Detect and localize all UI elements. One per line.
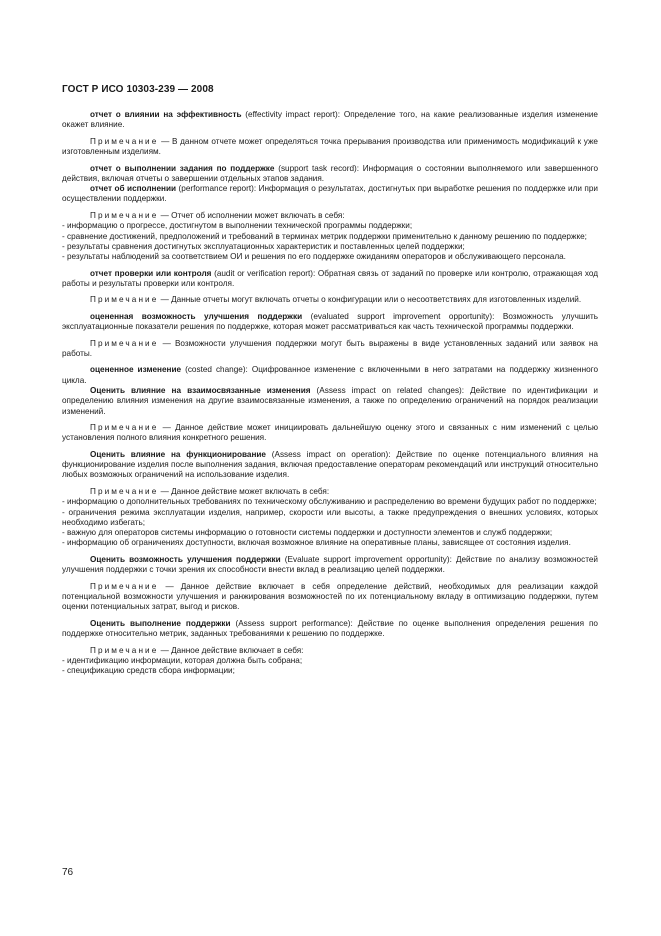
paragraph-text: (performance report): Информация о результатах, достигнутых при выработке решения по поддержке или при осуществлении поддержки.	[62, 184, 598, 204]
term-definition	[62, 386, 598, 417]
note-label: Примечание	[90, 581, 159, 591]
note-paragraph	[62, 487, 598, 497]
paragraph-text: — Данное действие может включать в себя:	[158, 486, 330, 496]
note-paragraph	[62, 137, 598, 158]
paragraph-text: — Возможности улучшения поддержки могут быть выражены в виде установленных заданий или заявок на работы.	[62, 338, 598, 358]
term-definition	[62, 184, 598, 205]
document-header: ГОСТ Р ИСО 10303-239 — 2008	[62, 84, 214, 95]
paragraph-text: (Evaluate support improvement opportunity): Действие по анализу возможностей улучшения поддержки с точки зрения их способности внести вклад в реализацию целей поддержки.	[62, 554, 598, 575]
term-title: оцененная возможность улучшения поддержки	[90, 311, 303, 321]
term-definition	[62, 450, 598, 481]
document-body	[62, 110, 598, 683]
note-paragraph	[62, 295, 598, 305]
paragraph-text: (effectivity impact report): Определение того, на какие реализованные изделия изменение окажет влияние.	[62, 110, 598, 130]
term-title: оцененное изменение	[90, 365, 182, 375]
list-item: - сравнение достижений, предположений и требований в терминах метрик поддержки применительно к данному решению по поддержке;	[62, 231, 587, 241]
paragraph-text: (support task record): Информация о состоянии выполняемого или завершенного действия, включая отчеты о завершении отдельных этапов задания.	[62, 163, 598, 183]
paragraph-text: (evaluated support improvement opportunity): Возможность улучшить эксплуатационные показатели решения по поддержке, которая может рассматриваться как часть технической программы поддержки.	[62, 311, 598, 332]
term-title: отчет об исполнении	[90, 184, 177, 194]
paragraph-text: — Данное действие включает в себя определение действий, необходимых для реализации каждой потенциальной возможности улучшения и ранжирования возможностей по их потенциальному вкладу в оптимизацию поддержки, путем оценки потенциальных затрат, выгод и рисков.	[62, 581, 598, 612]
note-paragraph	[62, 423, 598, 444]
paragraph-text: — Отчет об исполнении может включать в себя:	[158, 210, 345, 220]
list-item: - важную для операторов системы информацию о готовности системы поддержки и доступности элементов и служб поддержки;	[62, 528, 553, 538]
term-title: отчет о влиянии на эффективность	[90, 110, 242, 119]
note-label: Примечание	[90, 210, 159, 220]
list-item: - идентификацию информации, которая должна быть собрана;	[62, 655, 303, 665]
term-definition	[62, 555, 598, 576]
list-item: - информацию об ограничениях доступности, включая возможное влияние на оперативные планы, зависящее от состояния изделия.	[62, 538, 571, 548]
term-title: Оценить влияние на функционирование	[90, 449, 266, 459]
list-item: - информацию о прогрессе, достигнутом в выполнении технической программы поддержки;	[62, 221, 413, 231]
term-title: Оценить влияние на взаимосвязанные изменения	[90, 386, 311, 396]
term-definition	[62, 312, 598, 333]
list-item: - ограничения режима эксплуатации изделия, например, скорости или высоты, а также предупреждения о внешних условиях, которых необходимо избегать;	[62, 507, 598, 527]
paragraph-text: (Assess support performance): Действие по оценке выполнения определения решения по поддержке относительно метрик, заданных требованиями к решению по поддержке.	[62, 618, 598, 639]
note-label: Примечание	[90, 338, 159, 348]
term-title: Оценить выполнение поддержки	[90, 618, 231, 628]
term-definition	[62, 365, 598, 386]
term-title: отчет проверки или контроля	[90, 268, 212, 278]
note-paragraph	[62, 646, 598, 656]
note-label: Примечание	[90, 136, 159, 146]
page-number: 76	[62, 867, 74, 878]
note-paragraph	[62, 582, 598, 613]
paragraph-text: (audit or verification report): Обратная связь от заданий по проверке или контролю, отражающая ход работы и результаты проверки или контроля.	[62, 268, 598, 288]
note-label: Примечание	[90, 423, 159, 433]
term-definition	[62, 269, 598, 290]
note-paragraph	[62, 339, 598, 360]
term-definition	[62, 110, 598, 131]
paragraph-text: — Данное действие включает в себя:	[158, 645, 304, 655]
note-label: Примечание	[90, 645, 159, 655]
list-item: - результаты сравнения достигнутых эксплуатационных характеристик и поставленных целей поддержки;	[62, 241, 465, 251]
paragraph-text: — Данные отчеты могут включать отчеты о конфигурации или о несоответствиях для изготовленных изделий.	[158, 295, 582, 305]
list-item: - результаты наблюдений за соответствием ОИ и решения по его поддержке ожиданиям операторов и обслуживающего персонала.	[62, 252, 566, 262]
note-paragraph	[62, 211, 598, 221]
paragraph-text: (costed change): Оцифрованное изменение с включенными в него затратами на поддержку жизненного цикла.	[62, 365, 599, 385]
paragraph-text: — В данном отчете может определяться точка прерывания производства или применимость модификаций к уже изготовленным изделиям.	[62, 136, 598, 157]
term-title: Оценить возможность улучшения поддержки	[90, 554, 281, 564]
note-label: Примечание	[90, 295, 159, 305]
paragraph-text: (Assess impact on related changes): Действие по идентификации и определению влияния изменения на другие взаимосвязанные изменения, а также по определению ограничений на порядок реализации изменений.	[62, 386, 598, 416]
term-definition	[62, 164, 598, 185]
term-definition	[62, 619, 598, 640]
term-title: отчет о выполнении задания по поддержке	[90, 163, 275, 173]
note-label: Примечание	[90, 486, 159, 496]
paragraph-text: (Assess impact on operation): Действие по оценке потенциального влияния на функционирование изделия после выполнения задания, включая предоставление операторам рекомендаций или инструкций относительно любых возможных ограничений на использование изделия.	[62, 449, 599, 480]
list-item: - спецификацию средств сбора информации;	[62, 666, 235, 676]
paragraph-text: — Данное действие может инициировать дальнейшую оценку этого и связанных с ним изменений с целью установления полного влияния конкретного решения.	[62, 423, 598, 443]
list-item: - информацию о дополнительных требованиях по техническому обслуживанию и распределению во времени будущих работ по поддержке;	[62, 497, 597, 507]
